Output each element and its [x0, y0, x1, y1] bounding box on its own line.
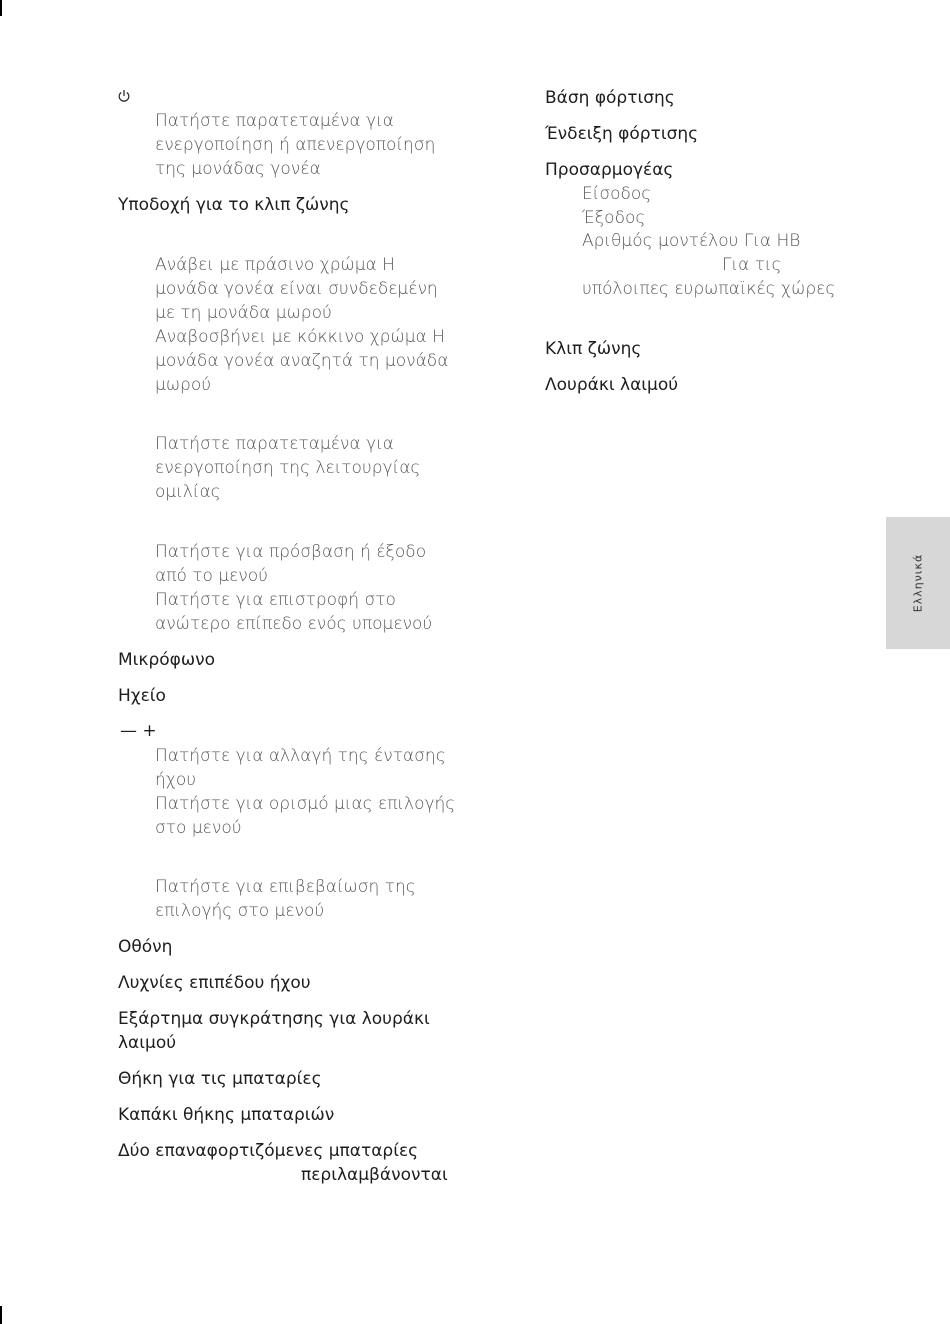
adapter-model-other: Για τις — [722, 255, 782, 275]
volume-description-line-4: στο μενού — [155, 818, 242, 838]
crop-mark-top — [0, 0, 2, 16]
language-tab — [886, 517, 950, 649]
power-description-line-2: ενεργοποίηση ή απενεργοποίηση — [155, 135, 436, 155]
battery-compartment-heading: Θήκη για τις μπαταρίες — [118, 1069, 322, 1089]
adapter-output: Έξοδος — [582, 208, 646, 228]
link-light-line-3: με τη μονάδα μωρού — [155, 303, 332, 323]
battery-cover-heading: Καπάκι θήκης μπαταριών — [118, 1105, 335, 1125]
display-heading: Οθόνη — [118, 937, 173, 957]
power-icon — [117, 86, 131, 110]
menu-description-line-2: από το μενού — [155, 566, 269, 586]
volume-description-line-2: ήχου — [155, 770, 197, 790]
talk-description-line-1: Πατήστε παρατεταμένα για — [155, 434, 394, 454]
language-tab-label: Ελληνικά — [911, 553, 925, 613]
link-light-line-5: μονάδα γονέα αναζητά τη μονάδα — [155, 351, 449, 371]
ok-description-line-2: επιλογής στο μενού — [155, 901, 325, 921]
link-light-line-4: Αναβοσβήνει με κόκκινο χρώμα Η — [155, 327, 445, 347]
volume-glyphs: — + — [120, 721, 157, 741]
menu-description-line-1: Πατήστε για πρόσβαση ή έξοδο — [155, 542, 427, 562]
neck-cord-heading: Λουράκι λαιμού — [545, 375, 679, 395]
menu-description-line-3: Πατήστε για επιστροφή στο — [155, 590, 396, 610]
volume-description-line-1: Πατήστε για αλλαγή της έντασης — [155, 746, 446, 766]
link-light-line-6: μωρού — [155, 375, 212, 395]
belt-clip-slot-heading: Υποδοχή για το κλιπ ζώνης — [118, 195, 350, 215]
adapter-heading: Προσαρμογέας — [545, 160, 674, 180]
adapter-model-europe: υπόλοιπες ευρωπαϊκές χώρες — [582, 279, 836, 299]
crop-mark-bottom — [0, 1306, 2, 1324]
talk-description-line-2: ενεργοποίηση της λειτουργίας — [155, 458, 421, 478]
batteries-heading-line-1: Δύο επαναφορτιζόμενες μπαταρίες — [118, 1141, 419, 1161]
power-description-line-3: της μονάδας γονέα — [155, 159, 321, 179]
adapter-input: Είσοδος — [582, 184, 652, 204]
adapter-model-uk: Αριθμός μοντέλου Για ΗΒ — [582, 231, 801, 251]
belt-clip-heading: Κλιπ ζώνης — [545, 339, 642, 359]
link-light-line-1: Ανάβει με πράσινο χρώμα Η — [155, 255, 395, 275]
batteries-heading-line-2: περιλαμβάνονται — [301, 1165, 448, 1185]
ok-description-line-1: Πατήστε για επιβεβαίωση της — [155, 877, 416, 897]
charging-light-heading: Ένδειξη φόρτισης — [545, 124, 699, 144]
speaker-heading: Ηχείο — [118, 686, 166, 706]
charging-cradle-heading: Βάση φόρτισης — [545, 88, 675, 108]
sound-level-lights-heading: Λυχνίες επιπέδου ήχου — [118, 973, 311, 993]
lanyard-eyelet-heading-line-2: λαιμού — [118, 1033, 177, 1053]
lanyard-eyelet-heading-line-1: Εξάρτημα συγκράτησης για λουράκι — [118, 1009, 430, 1029]
volume-description-line-3: Πατήστε για ορισμό μιας επιλογής — [155, 794, 456, 814]
talk-description-line-3: ομιλίας — [155, 482, 221, 502]
menu-description-line-4: ανώτερο επίπεδο ενός υπομενού — [155, 614, 433, 634]
microphone-heading: Μικρόφωνο — [118, 650, 215, 670]
link-light-line-2: μονάδα γονέα είναι συνδεδεμένη — [155, 279, 438, 299]
power-description-line-1: Πατήστε παρατεταμένα για — [155, 111, 394, 131]
